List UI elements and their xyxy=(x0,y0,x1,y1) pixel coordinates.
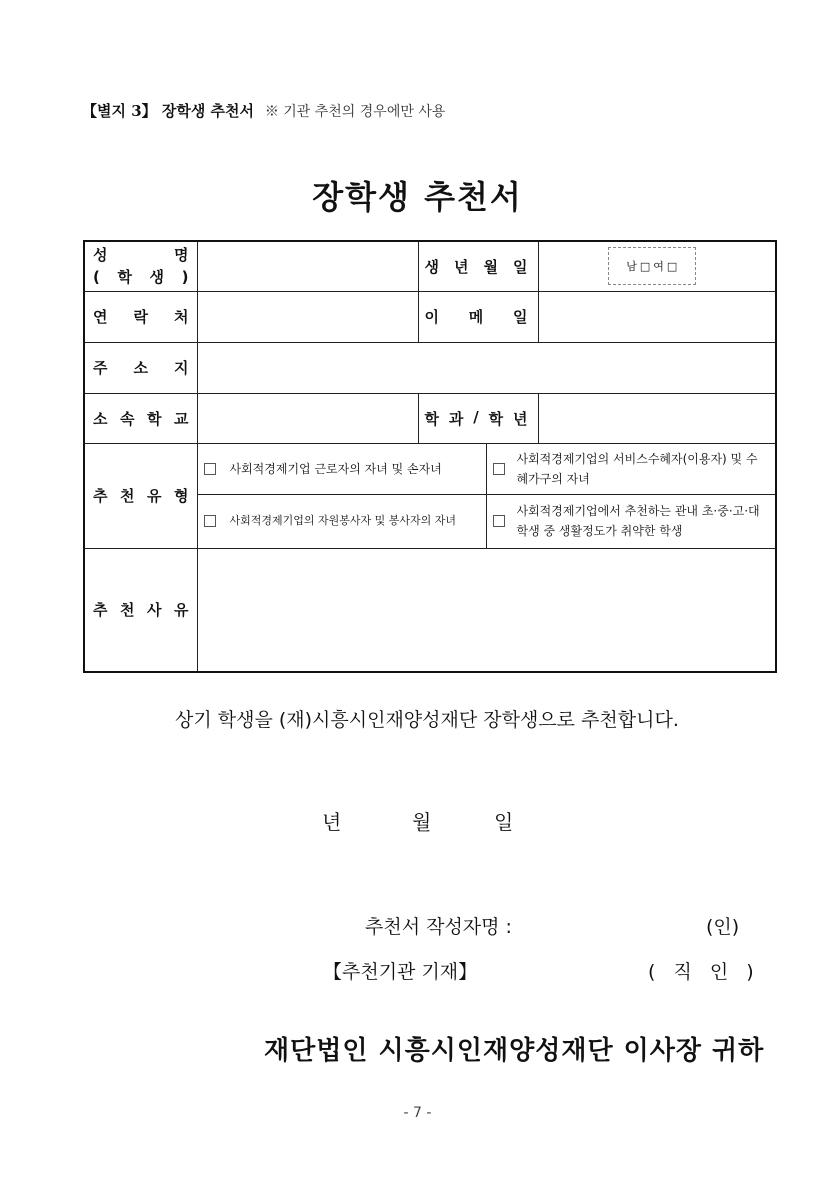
birth-label-char: 년 xyxy=(454,257,469,276)
email-label-char: 메 xyxy=(468,308,484,326)
address-label-char: 주 xyxy=(93,359,108,377)
email-field[interactable] xyxy=(538,291,776,342)
address-field[interactable] xyxy=(197,342,776,393)
major-label-char: 년 xyxy=(512,409,528,428)
school-label-char: 학 xyxy=(147,409,162,428)
usage-note: ※ 기관 추천의 경우에만 사용 xyxy=(264,104,446,120)
email-label-char: 이 xyxy=(424,308,439,326)
contact-label-cell xyxy=(84,291,197,342)
type-option-label: 사회적경제기업의 자원봉사자 및 봉사자의 자녀 xyxy=(229,514,457,527)
school-label-char: 소 xyxy=(93,409,108,428)
form-annex-header xyxy=(82,100,445,121)
recommendation-form-table xyxy=(83,240,777,673)
birth-label-char: 생 xyxy=(424,257,439,276)
major-label-char: 과 xyxy=(448,409,464,428)
reason-label-cell xyxy=(84,548,197,672)
name-label-char: 명 xyxy=(174,246,189,265)
school-label-char: 교 xyxy=(174,409,189,428)
name-label-char: 성 xyxy=(93,246,108,265)
birth-label-char: 월 xyxy=(483,257,498,276)
school-label-cell xyxy=(84,393,197,443)
type-option-cell[interactable] xyxy=(486,494,776,548)
type-option-checkbox[interactable] xyxy=(493,463,505,475)
gender-male-label: 남 xyxy=(626,260,637,274)
writer-seal: (인) xyxy=(706,916,740,938)
type-option-cell[interactable] xyxy=(197,494,486,548)
address-label-char: 소 xyxy=(133,359,148,377)
name-label-cell xyxy=(84,241,197,291)
gender-male-checkbox[interactable]: □ xyxy=(639,259,651,273)
contact-label-char: 락 xyxy=(133,308,148,326)
birth-label-cell xyxy=(418,241,538,291)
addressee: 재단법인 시흥시인재양성재단 이사장 귀하 xyxy=(264,1036,765,1066)
type-option-label: 사회적경제기업의 서비스수혜자(이용자) 및 수혜가구의 자녀 xyxy=(516,451,758,486)
major-field[interactable] xyxy=(538,393,776,443)
type-label-char: 천 xyxy=(120,487,135,505)
type-option-checkbox[interactable] xyxy=(204,515,216,527)
reason-label-char: 유 xyxy=(174,601,189,620)
major-label-char: / xyxy=(473,407,479,426)
major-label-char: 학 xyxy=(488,409,504,428)
gender-selector[interactable] xyxy=(608,247,696,285)
gender-female-label: 여 xyxy=(653,260,664,274)
type-label-char: 형 xyxy=(174,487,189,505)
reason-label-char: 사 xyxy=(147,601,162,620)
type-label-cell xyxy=(84,443,197,548)
type-option-checkbox[interactable] xyxy=(204,463,216,475)
agency-label: 【추천기관 기재】 xyxy=(323,961,478,983)
date-line xyxy=(322,806,513,835)
type-option-checkbox[interactable] xyxy=(493,515,505,527)
month-label: 월 xyxy=(412,810,432,834)
contact-label-char: 처 xyxy=(174,308,189,326)
type-option-cell[interactable] xyxy=(197,443,486,494)
email-label-char: 일 xyxy=(513,308,528,326)
type-option-cell[interactable] xyxy=(486,443,776,494)
type-option-label: 사회적경제기업 근로자의 자녀 및 손자녀 xyxy=(229,461,442,476)
annex-tag: 【별지 3】 장학생 추천서 xyxy=(82,102,255,120)
name-field[interactable] xyxy=(197,241,418,291)
school-field[interactable] xyxy=(197,393,418,443)
major-label-char: 학 xyxy=(424,409,439,428)
email-label-cell xyxy=(418,291,538,342)
reason-label-char: 천 xyxy=(120,601,135,620)
agency-seal: ( 직 인 ) xyxy=(648,961,760,983)
major-label-cell xyxy=(418,393,538,443)
type-label-char: 유 xyxy=(147,487,162,505)
school-label-char: 속 xyxy=(120,409,135,428)
name-label-char: ( xyxy=(93,268,100,287)
writer-name-label: 추천서 작성자명 : xyxy=(365,916,512,938)
page-number: - 7 - xyxy=(403,1105,432,1121)
address-label-cell xyxy=(84,342,197,393)
type-label-char: 추 xyxy=(93,487,108,505)
reason-field[interactable] xyxy=(197,548,776,672)
day-label: 일 xyxy=(494,810,514,834)
page-title: 장학생 추천서 xyxy=(312,178,523,216)
year-label: 년 xyxy=(322,810,342,834)
name-label-char: ) xyxy=(181,268,189,287)
address-label-char: 지 xyxy=(174,359,189,377)
contact-field[interactable] xyxy=(197,291,418,342)
reason-label-char: 추 xyxy=(93,601,108,620)
birth-field[interactable] xyxy=(538,241,776,291)
gender-female-checkbox[interactable]: □ xyxy=(666,259,678,273)
name-label-char: 생 xyxy=(149,268,165,287)
type-option-label: 사회적경제기업에서 추천하는 관내 초·중·고·대학생 중 생활정도가 취약한 학생 xyxy=(516,504,760,538)
birth-label-char: 일 xyxy=(513,257,528,276)
contact-label-char: 연 xyxy=(93,308,108,326)
name-label-char: 학 xyxy=(117,268,132,287)
recommendation-statement: 상기 학생을 (재)시흥시인재양성재단 장학생으로 추천합니다. xyxy=(175,709,679,731)
